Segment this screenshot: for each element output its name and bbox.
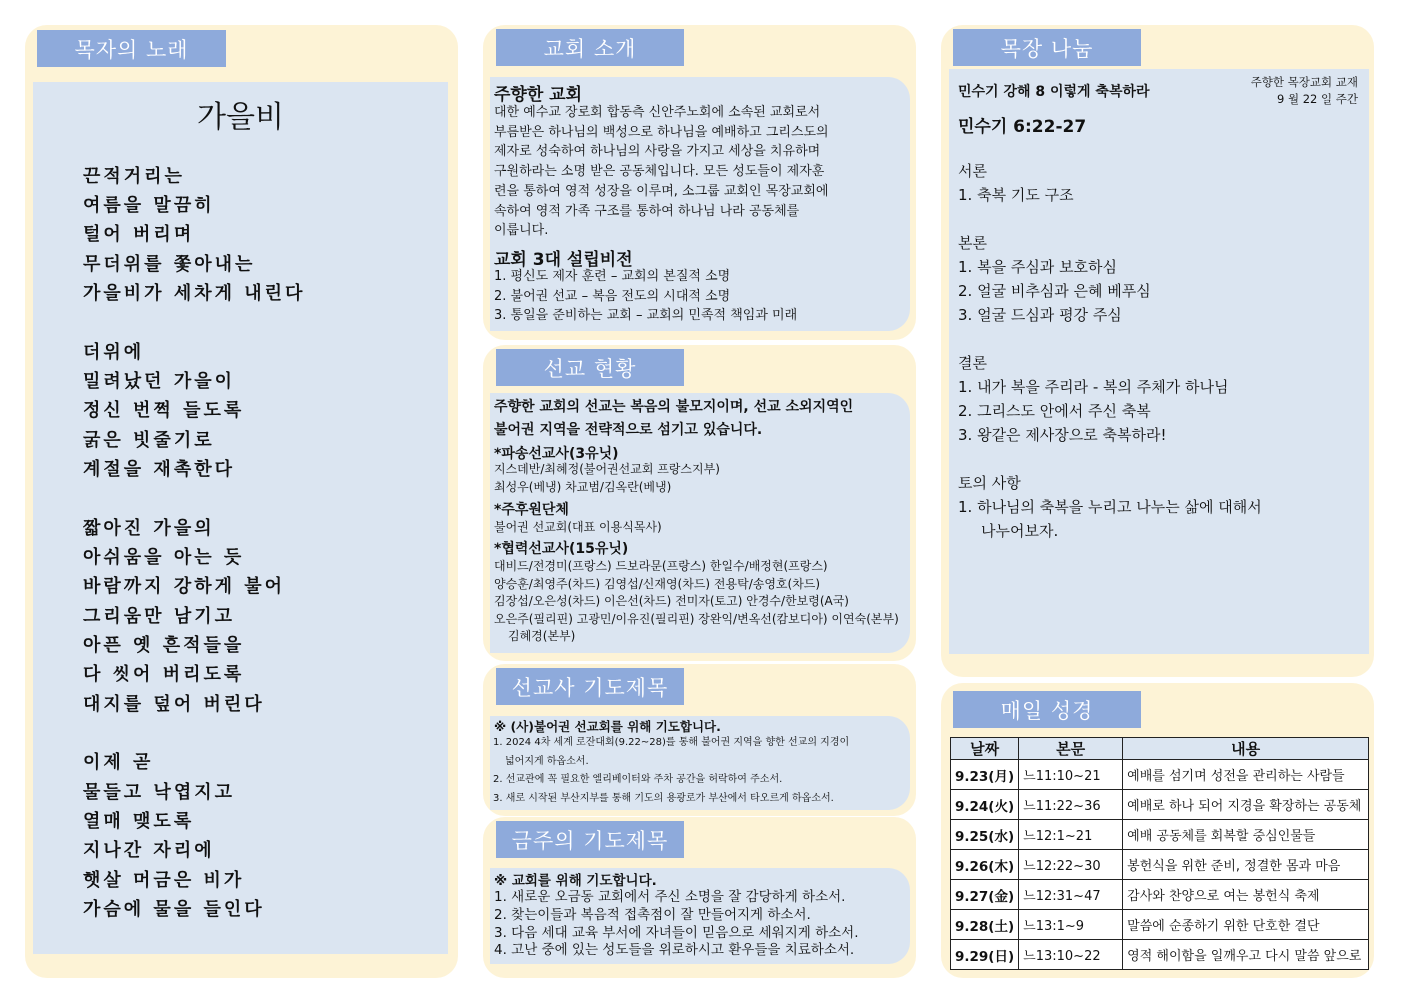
text-line: 부름받은 하나님의 백성으로 하나님을 예배하고 그리스도의 bbox=[494, 124, 829, 140]
poem-line: 계절을 재촉한다 bbox=[83, 459, 235, 480]
list-item: 3. 새로 시작된 부산지부를 통해 기도의 용광로가 부산에서 타오르게 하옵소서. bbox=[493, 792, 834, 804]
cell-passage: 민수기 6:22-27 bbox=[958, 117, 1087, 137]
sent-title: *파송선교사(3유닛) bbox=[494, 446, 619, 462]
sent-list bbox=[494, 461, 720, 496]
poem-line: 다 씻어 버리도록 bbox=[83, 664, 245, 685]
missionary-prayer-header: 선교사 기도제목 bbox=[496, 668, 684, 705]
list-item: 4. 고난 중에 있는 성도들을 위로하시고 환우들을 치료하소서. bbox=[494, 942, 855, 959]
poem-line: 정신 번쩍 들도록 bbox=[83, 400, 245, 421]
poem-line: 가슴에 물을 들인다 bbox=[83, 899, 265, 920]
church-intro-header: 교회 소개 bbox=[496, 29, 684, 66]
poem-line: 바람까지 강하게 불어 bbox=[83, 576, 286, 597]
missionary-prayer-panel bbox=[490, 716, 910, 810]
church-intro-text bbox=[494, 103, 829, 241]
weekly-prayer-header: 금주의 기도제목 bbox=[496, 821, 684, 858]
list-item: 넓어지게 하옵소서. bbox=[505, 755, 589, 767]
text-line: 제자로 성숙하여 하나님의 사랑을 가지고 세상을 치유하며 bbox=[494, 144, 821, 160]
poem-line: 물들고 낙엽지고 bbox=[83, 782, 235, 803]
outline-item: 1. 내가 복을 주리라 - 복의 주체가 하나님 bbox=[958, 378, 1229, 396]
passage-cell: 느12:1~21 bbox=[1019, 820, 1123, 850]
mission-status-panel bbox=[490, 393, 910, 653]
text-line: 속하여 영적 가족 구조를 통하여 하나님 나라 공동체를 bbox=[494, 203, 800, 219]
list-item: 1. 새로운 오금동 교회에서 주신 소명을 잘 감당하게 하소서. bbox=[494, 889, 846, 905]
list-item: 2. 불어권 선교 – 복음 전도의 시대적 소명 bbox=[494, 288, 731, 304]
missionary-prayer-list bbox=[493, 734, 849, 808]
weekly-prayer-card bbox=[483, 817, 916, 978]
daily-bible-table bbox=[950, 737, 1369, 970]
outline-item: 2. 얼굴 비추심과 은혜 베푸심 bbox=[958, 282, 1151, 300]
vision-title: 교회 3대 설립비전 bbox=[494, 250, 633, 270]
table-row bbox=[951, 850, 1369, 880]
poem-line: 더위에 bbox=[83, 342, 145, 363]
passage-cell: 느12:22~30 bbox=[1019, 850, 1123, 880]
missionary-prayer-card bbox=[483, 664, 916, 816]
section-heading: 서론 bbox=[958, 162, 987, 180]
text-line: 이룹니다. bbox=[494, 223, 549, 239]
list-item: 불어권 선교회(대표 이용식목사) bbox=[494, 520, 662, 534]
poem-line: 그리움만 남기고 bbox=[83, 606, 235, 627]
poem-line: 대지를 덮어 버린다 bbox=[83, 694, 265, 715]
list-item: 3. 다음 세대 교육 부서에 자녀들이 믿음으로 세워지게 하소서. bbox=[494, 924, 859, 941]
table-row bbox=[951, 880, 1369, 910]
date-cell: 9.29(日) bbox=[951, 940, 1019, 970]
poem-line: 밀려났던 가을이 bbox=[83, 371, 235, 392]
poem-line: 무더위를 쫓아내는 bbox=[83, 254, 256, 275]
content-cell: 예배를 섬기며 성전을 관리하는 사람들 bbox=[1123, 760, 1369, 790]
daily-bible-header: 매일 성경 bbox=[953, 691, 1141, 728]
church-intro-card bbox=[483, 25, 916, 340]
date-cell: 9.23(月) bbox=[951, 760, 1019, 790]
list-item: 1. 평신도 제자 훈련 – 교회의 본질적 소명 bbox=[494, 269, 731, 284]
passage-cell: 느13:1~9 bbox=[1019, 910, 1123, 940]
content-cell: 예배로 하나 되어 지경을 확장하는 공동체 bbox=[1123, 790, 1369, 820]
passage-cell: 느11:22~36 bbox=[1019, 790, 1123, 820]
poem-line: 끈적거리는 bbox=[83, 166, 185, 187]
weekly-prayer-panel bbox=[490, 868, 910, 964]
content-cell: 영적 해이함을 일깨우고 다시 말씀 앞으로 bbox=[1123, 940, 1369, 970]
date-cell: 9.28(土) bbox=[951, 910, 1019, 940]
church-name: 주향한 교회 bbox=[494, 85, 583, 105]
outline-item: 1. 하나님의 축복을 누리고 나누는 삶에 대해서 bbox=[958, 498, 1262, 516]
text-line: 대한 예수교 장로회 합동측 신안주노회에 소속된 교회로서 bbox=[494, 105, 821, 120]
outline-item: 3. 왕같은 제사장으로 축복하라! bbox=[958, 426, 1167, 444]
passage-cell: 느11:10~21 bbox=[1019, 760, 1123, 790]
church-intro-panel bbox=[490, 77, 910, 331]
content-cell: 말씀에 순종하기 위한 단호한 결단 bbox=[1123, 910, 1369, 940]
poem-title: 가을비 bbox=[197, 100, 284, 135]
section-heading: 본론 bbox=[958, 234, 987, 252]
outline-item: 3. 얼굴 드심과 평강 주심 bbox=[958, 306, 1122, 324]
vision-list bbox=[494, 267, 797, 326]
outline-item: 나누어보자. bbox=[981, 522, 1059, 540]
coop-title: *협력선교사(15유닛) bbox=[494, 541, 629, 557]
cell-topic: 민수기 강해 8 이렇게 축복하라 bbox=[958, 84, 1150, 100]
table-row bbox=[951, 940, 1369, 970]
list-item: 대비드/전경미(프랑스) 드보라문(프랑스) 한일수/배정현(프랑스) bbox=[494, 559, 828, 573]
support-list bbox=[494, 519, 662, 537]
poem-line: 지나간 자리에 bbox=[83, 840, 215, 861]
poem-line: 짧아진 가을의 bbox=[83, 518, 215, 539]
list-item: 2. 찾는이들과 복음적 접촉점이 잘 만들어지게 하소서. bbox=[494, 906, 811, 923]
weekly-prayer-list bbox=[494, 889, 859, 960]
cell-meta bbox=[1251, 74, 1358, 108]
weekly-prayer-title: ※ 교회를 위해 기도합니다. bbox=[494, 873, 657, 889]
date-cell: 9.25(水) bbox=[951, 820, 1019, 850]
list-item: 최성우(베냉) 차교범/김옥란(베냉) bbox=[494, 479, 672, 494]
column-header-passage: 본문 bbox=[1019, 738, 1123, 760]
coop-list bbox=[494, 558, 899, 646]
table-header-row bbox=[951, 738, 1369, 760]
mission-status-card bbox=[483, 345, 916, 661]
date-cell: 9.26(木) bbox=[951, 850, 1019, 880]
passage-cell: 느12:31~47 bbox=[1019, 880, 1123, 910]
cell-sharing-header: 목장 나눔 bbox=[953, 29, 1141, 66]
missionary-prayer-title: ※ (사)불어권 선교회를 위해 기도합니다. bbox=[494, 719, 721, 734]
shepherd-song-header: 목자의 노래 bbox=[37, 30, 226, 67]
text-line: 불어권 지역을 전략적으로 섬기고 있습니다. bbox=[494, 422, 763, 438]
content-cell: 봉헌식을 위한 준비, 정결한 몸과 마음 bbox=[1123, 850, 1369, 880]
cell-sharing-panel bbox=[949, 69, 1369, 654]
text-line: 주향한 교회의 선교는 복음의 불모지이며, 선교 소외지역인 bbox=[494, 399, 854, 415]
section-heading: 토의 사항 bbox=[958, 474, 1021, 492]
section-heading: 결론 bbox=[958, 354, 987, 372]
list-item: 3. 통일을 준비하는 교회 – 교회의 민족적 책임과 미래 bbox=[494, 308, 798, 323]
outline-item: 1. 복을 주심과 보호하심 bbox=[958, 258, 1118, 276]
poem-line: 굵은 빗줄기로 bbox=[83, 430, 215, 451]
list-item: 1. 2024 4차 세계 로잔대회(9.22~28)를 통해 불어권 지역을 향한 선교의 지경이 bbox=[493, 737, 850, 748]
poem-line: 털어 버리며 bbox=[83, 224, 195, 245]
column-header-content: 내용 bbox=[1123, 738, 1369, 760]
table-row bbox=[951, 910, 1369, 940]
mission-status-header: 선교 현황 bbox=[496, 349, 684, 386]
poem-panel bbox=[33, 82, 448, 954]
list-item: 양승훈/최영주(차드) 김영섭/신재영(차드) 전용탁/송영호(차드) bbox=[494, 576, 821, 591]
outline-item: 2. 그리스도 안에서 주신 축복 bbox=[958, 402, 1151, 420]
content-cell: 감사와 찬양으로 여는 봉헌식 축제 bbox=[1123, 880, 1369, 910]
date-cell: 9.27(金) bbox=[951, 880, 1019, 910]
mission-lead bbox=[494, 396, 853, 442]
date-cell: 9.24(火) bbox=[951, 790, 1019, 820]
poem-line: 아쉬움을 아는 듯 bbox=[83, 547, 245, 568]
content-cell: 예배 공동체를 회복할 중심인물들 bbox=[1123, 820, 1369, 850]
poem-line: 아픈 옛 흔적들을 bbox=[83, 635, 245, 656]
poem-line: 이제 곧 bbox=[83, 752, 154, 773]
text-line: 련을 통하여 영적 성장을 이루며, 소그룹 교회인 목장교회에 bbox=[494, 183, 829, 199]
list-item: 지스데반/최혜정(불어권선교회 프랑스지부) bbox=[494, 462, 720, 476]
text-line: 9 월 22 일 주간 bbox=[1276, 92, 1358, 106]
text-line: 구원하라는 소명 받은 공동체입니다. 모든 성도들이 제자훈 bbox=[494, 164, 825, 180]
cell-sharing-card bbox=[941, 25, 1374, 677]
list-item: 오은주(필리핀) 고광민/이유진(필리핀) 장완익/변옥선(캄보디아) 이연숙(본부) bbox=[494, 611, 899, 626]
list-item: 김혜경(본부) bbox=[508, 629, 576, 644]
table-row bbox=[951, 760, 1369, 790]
list-item: 김장섭/오은성(차드) 이은선(차드) 전미자(토고) 안경수/한보령(A국) bbox=[494, 594, 849, 609]
table-row bbox=[951, 820, 1369, 850]
poem-line: 열매 맺도록 bbox=[83, 811, 195, 832]
list-item: 2. 선교관에 꼭 필요한 엘리베이터와 주차 공간을 허락하여 주소서. bbox=[493, 774, 783, 786]
table-row bbox=[951, 790, 1369, 820]
poem-line: 여름을 말끔히 bbox=[83, 195, 215, 216]
text-line: 주향한 목장교회 교재 bbox=[1250, 75, 1358, 89]
poem-line: 햇살 머금은 비가 bbox=[83, 870, 245, 891]
poem-line: 가을비가 세차게 내린다 bbox=[83, 283, 306, 304]
shepherd-song-card bbox=[25, 25, 458, 978]
outline-item: 1. 축복 기도 구조 bbox=[958, 186, 1074, 204]
daily-bible-card bbox=[941, 683, 1374, 978]
passage-cell: 느13:10~22 bbox=[1019, 940, 1123, 970]
support-title: *주후원단체 bbox=[494, 502, 569, 518]
column-header-date: 날짜 bbox=[951, 738, 1019, 760]
